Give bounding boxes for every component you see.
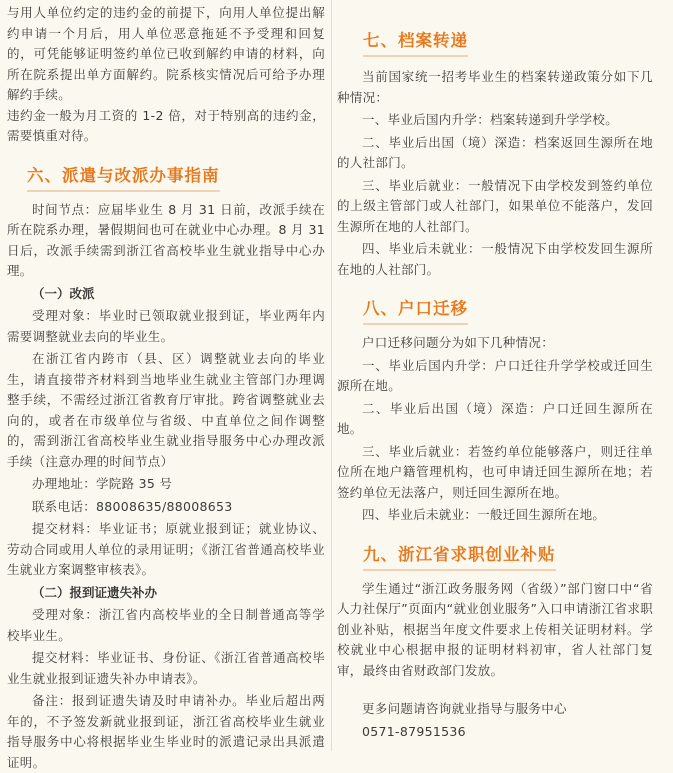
intro-paragraph-2: 违约金一般为月工资的 1-2 倍，对于特别高的违约金，需要慎重对待。 bbox=[7, 107, 325, 143]
sub2-note: 备注：报到证遗失请及时申请补办。毕业后超出两年的，不予签发新就业报到证，浙江省高校毕业生就业指导服务中心将根据毕业生毕业时的派遣记录出具派遣证明。 bbox=[7, 693, 325, 770]
intro-paragraph: 与用人单位约定的违约金的前提下，向用人单位提出解约申请一个月后，用人单位恶意拖延不予受理和回复的，可凭能够证明签约单位已收到解约申请的材料，向所在院系提出单方面解约。院系核实情况后可给予办理解约手续。 bbox=[7, 5, 325, 102]
hukou-item-3: 三、毕业后就业：若签约单位能够落户，则迁往单位所在地户籍管理机构，也可申请迁回生源所在地；若签约单位无法落户，则迁回生源所在地。 bbox=[337, 443, 653, 500]
hukou-item-2: 二、毕业后出国（境）深造：户口迁回生源所在地。 bbox=[337, 400, 653, 436]
section6-title: 六、派遣与改派办事指南 bbox=[27, 165, 325, 192]
section9-title: 九、浙江省求职创业补贴 bbox=[363, 544, 653, 571]
archive-item-1: 一、毕业后国内升学：档案转递到升学学校。 bbox=[362, 112, 619, 127]
contact-phone: 0571-87951536 bbox=[362, 723, 466, 739]
right-column bbox=[337, 0, 653, 742]
sub1-phone: 联系电话：88008635/88008653 bbox=[32, 498, 233, 514]
hukou-intro: 户口迁移问题分为如下几种情况： bbox=[362, 335, 555, 350]
archive-item-3: 三、毕业后就业：一般情况下由学校发到签约单位的上级主管部门或人社部门，如果单位不能落户，发回生源所在地的人社部门。 bbox=[337, 177, 653, 234]
time-node-text: 时间节点：应届毕业生 8 月 31 日前，改派手续在所在院系办理，暑假期间也可在就业中心办理。8 月 31 日后，改派手续需到浙江省高校毕业生就业指导中心办理。 bbox=[7, 201, 325, 278]
archive-item-2: 二、毕业后出国（境）深造：档案返回生源所在地的人社部门。 bbox=[337, 134, 653, 170]
subsidy-body: 学生通过“浙江政务服务网（省级）”部门窗口中“省人力社保厅”页面内“就业创业服务”入口申请浙江省求职创业补贴，根据当年度文件要求上传相关证明材料。学校就业中心根据申报的证明材料初审，省人社部门复审，最终由省财政部门发放。 bbox=[337, 580, 653, 678]
column-divider bbox=[331, 0, 332, 751]
sub2-target: 受理对象：浙江省内高校毕业的全日制普通高等学校毕业生。 bbox=[7, 607, 325, 643]
archive-item-4: 四、毕业后未就业：一般情况下由学校发回生源所在地的人社部门。 bbox=[337, 241, 653, 277]
sub1-title: （一）改派 bbox=[32, 285, 95, 301]
sub2-title: （二）报到证遗失补办 bbox=[32, 584, 158, 600]
sub1-target: 受理对象：毕业时已领取就业报到证，毕业两年内需要调整就业去向的毕业生。 bbox=[7, 308, 325, 344]
sub2-materials: 提交材料：毕业证书、身份证、《浙江省普通高校毕业生就业报到证遗失补办申请表》。 bbox=[7, 650, 325, 686]
contact-line: 更多问题请咨询就业指导与服务中心 bbox=[362, 701, 567, 716]
section7-title: 七、档案转递 bbox=[363, 30, 653, 57]
hukou-item-1: 一、毕业后国内升学：户口迁往升学学校或迁回生源所在地。 bbox=[337, 357, 653, 393]
sub1-materials: 提交材料：毕业证书；原就业报到证；就业协议、劳动合同或用人单位的录用证明；《浙江省普通高校毕业生就业方案调整审核表》。 bbox=[7, 521, 325, 577]
hukou-item-4: 四、毕业后未就业：一般迁回生源所在地。 bbox=[362, 507, 606, 522]
archive-intro: 当前国家统一招考毕业生的档案转递政策分如下几种情况： bbox=[337, 69, 653, 105]
sub1-address: 办理地址：学院路 35 号 bbox=[32, 476, 173, 491]
left-column bbox=[7, 0, 325, 773]
sub1-detail: 在浙江省内跨市（县、区）调整就业去向的毕业生，请直接带齐材料到当地毕业生就业主管部门办理调整手续，不需经过浙江省教育厅审批。跨省调整就业去向的，或者在市级单位与省级、中直单位之间作调整的，需到浙江省高校毕业生就业指导服务中心办理改派手续（注意办理的时间节点） bbox=[7, 351, 325, 469]
section8-title: 八、户口迁移 bbox=[363, 298, 653, 325]
